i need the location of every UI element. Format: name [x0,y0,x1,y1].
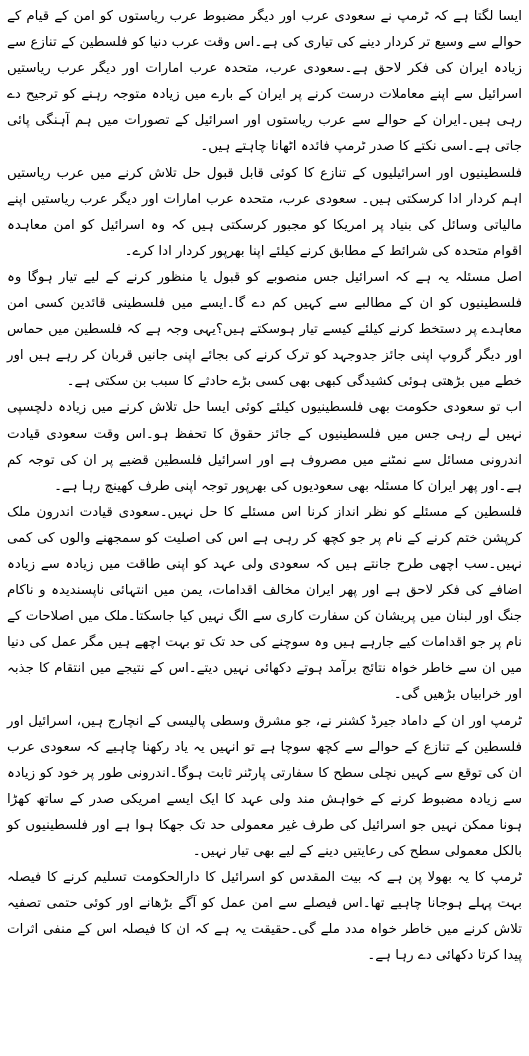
paragraph-4: اب تو سعودی حکومت بھی فلسطینیوں کیلئے کوئی ایسا حل تلاش کرنے میں زیادہ دلچسپی نہیں لے رہی جس میں فلسطینیوں کے جائز حقوق کا تحفظ ہو۔اس وقت سعودی قیادت اندرونی مسائل سے نمٹنے میں مصروف ہے اور اسرائیل فلسطین قضیے پر ان کی توجہ کم ہے۔اور پھر ایران کا مسئلہ بھی سعودیوں کی بھرپور توجہ اپنی طرف کھینچ رہا ہے۔ [7,400,522,494]
paragraph-7: ٹرمپ کا یہ بھولا پن ہے کہ بیت المقدس کو اسرائیل کا دارالحکومت تسلیم کرنے کا فیصلہ بہت پہلے ہوجانا چاہیے تھا۔اس فیصلے سے امن عمل کو آگے بڑھانے اور کوئی حتمی تصفیہ تلاش کرنے میں خاطر خواہ مدد ملے گی۔حقیقت یہ ہے کہ ان کا فیصلہ اس کے منفی اثرات پیدا کرتا دکھائی دے رہا ہے۔ [7,870,522,964]
paragraph-2: فلسطینیوں اور اسرائیلیوں کے تنازع کا کوئی قابل قبول حل تلاش کرنے میں عرب ریاستیں اہم کردار ادا کرسکتی ہیں۔ سعودی عرب، متحدہ عرب امارات اور دیگر عرب ریاستیں اپنے مالیاتی وسائل کی بنیاد پر امریکا کو مجبور کرسکتی ہیں کہ وہ اسرائیل کو امن معاہدہ اقوام متحدہ کی شرائط کے مطابق کرنے کیلئے اپنا بھرپور کردار ادا کرے۔ [7,165,522,259]
paragraph-5: فلسطین کے مسئلے کو نظر انداز کرنا اس مسئلے کا حل نہیں۔سعودی قیادت اندرون ملک کرپشن ختم کرنے کے نام پر جو کچھ کر رہی ہے اس کی اصلیت کو سمجھنے والوں کی کمی نہیں۔سب اچھی طرح جانتے ہیں کہ سعودی ولی عہد کو اپنی طاقت میں زیادہ سے زیادہ اضافے کی فکر لاحق ہے اور پھر ایران مخالف اقدامات، یمن میں انتہائی ناپسندیدہ و ناکام جنگ اور لبنان میں پریشان کن سفارت کاری سے الگ نہیں کیا جاسکتا۔ملک میں اصلاحات کے نام پر جو اقدامات کیے جارہے ہیں وہ سوچنے کی حد تک تو بہت اچھے ہیں مگر عمل کی دنیا میں ان سے خاطر خواہ نتائج برآمد ہوتے دکھائی نہیں دیتے۔اس کے نتیجے میں انتقام کا جذبہ اور خرابیاں بڑھیں گی۔ [7,504,522,703]
paragraph-1: ایسا لگتا ہے کہ ٹرمپ نے سعودی عرب اور دیگر مضبوط عرب ریاستوں کو امن کے قیام کے حوالے سے وسیع تر کردار دینے کی تیاری کی ہے۔اس وقت عرب دنیا کو فلسطین کے تنازع سے زیادہ ایران کی فکر لاحق ہے۔سعودی عرب، متحدہ عرب امارات اور دیگر عرب ریاستیں اسرائیل سے اپنے معاملات درست کرنے پر ایران کے بارے میں زیادہ متوجہ رہنے کو ترجیح دے رہی ہیں۔ایران کے حوالے سے عرب ریاستوں اور اسرائیل کے تصورات میں ہم آہنگی پائی جاتی ہے۔اسی نکتے کا صدر ٹرمپ فائدہ اٹھانا چاہتے ہیں۔ [7,9,522,155]
paragraph-3: اصل مسئلہ یہ ہے کہ اسرائیل جس منصوبے کو قبول یا منظور کرنے کے لیے تیار ہوگا وہ فلسطینیوں کو ان کے مطالبے سے کہیں کم دے گا۔ایسے میں فلسطینی قائدین کسی امن معاہدے پر دستخط کرنے کیلئے کیسے تیار ہوسکتے ہیں؟یہی وجہ ہے کہ فلسطین میں حماس اور دیگر گروپ اپنی جائز جدوجہد کو ترک کرنے کی بجائے اپنی جانیں قربان کر رہے ہیں اور خطے میں بڑھتی ہوئی کشیدگی کبھی بھی کسی بڑے حادثے کا سبب بن سکتی ہے۔ [7,269,522,390]
paragraph-6: ٹرمپ اور ان کے داماد جیرڈ کشنر نے، جو مشرق وسطی پالیسی کے انچارج ہیں، اسرائیل اور فلسطین کے تنازع کے حوالے سے کچھ سوچا ہے تو انہیں یہ یاد رکھنا چاہیے کہ سعودی عرب ان کی توقع سے کہیں نچلی سطح کا سفارتی پارٹنر ثابت ہوگا۔اندرونی طور پر خود کو زیادہ سے زیادہ مضبوط کرنے کے خواہش مند ولی عہد کا ایک ایسے امریکی صدر کے ساتھ کھڑا ہونا ممکن نہیں جو اسرائیل کی طرف غیر معمولی حد تک جھکا ہوا ہے اور فلسطینیوں کو بالکل معمولی سطح کی رعایتیں دینے کے لیے بھی تیار نہیں۔ [7,713,522,859]
